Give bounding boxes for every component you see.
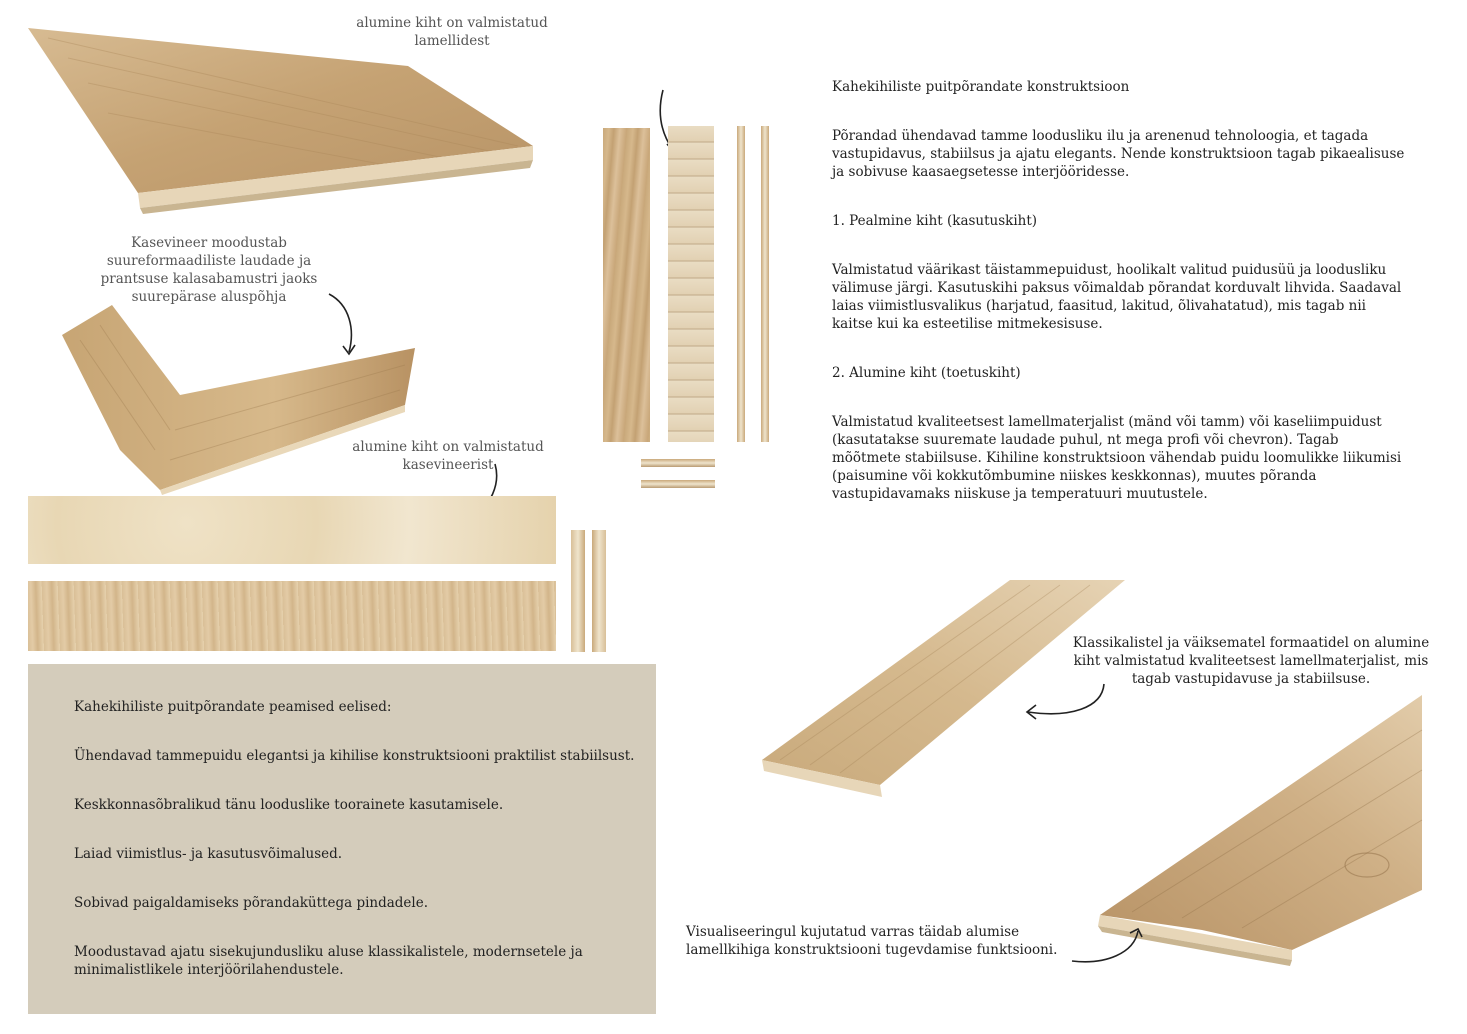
plank-edge-image <box>761 126 769 442</box>
caption-lamella: alumine kiht on valmistatud lamellidest <box>356 15 548 49</box>
benefit-item: Moodustavad ajatu sisekujundusliku aluse klassikalistele, modernsetele ja minimalistlikele interjöörilahendustele. <box>74 944 583 978</box>
benefit-item: Laiad viimistlus- ja kasutusvõimalused. <box>74 846 343 862</box>
board-profile-image <box>592 530 606 652</box>
caption-visualization: Visualiseeringul kujutatud varras täidab alumise lamellkihiga konstruktsiooni tugevdamise funktsiooni. <box>686 924 1058 958</box>
caption-classic-formats: Klassikalistel ja väiksematel formaatidel on alumine kiht valmistatud kvaliteetsest lamellmaterjalist, mis tagab vastupidavuse ja stabiilsuse. <box>1072 635 1430 687</box>
section2-text: Valmistatud kvaliteetsest lamellmaterjalist (mänd või tamm) või kaseliimpuidust (kasutatakse suuremate laudade puhul, nt mega profi või chevron). Tagab mõõtmete stabiilsuse. Kihiline konstruktsioon vähendab puidu loomulikke liikumisi (paisumine või kokkutõmbumine niiskes keskkonnas), muutes põranda vastupidavamaks niiskuse ja temperatuuri muutustele. <box>832 414 1402 502</box>
article-intro: Põrandad ühendavad tamme loodusliku ilu ja arenenud tehnoloogia, et tagada vastupidavus, stabiilsus ja ajatu elegants. Nende konstruktsioon tagab pikaealisuse ja sobivuse kaasaegsetesse interjööridesse. <box>832 128 1405 180</box>
caption-birch-veneer: Kasevineer moodustab suureformaadiliste laudade ja prantsuse kalasabamustri jaoks suurepärase aluspõhja <box>100 235 318 305</box>
article-title: Kahekihiliste puitpõrandate konstruktsioon <box>832 79 1130 95</box>
board-profile-image <box>571 530 585 652</box>
lamella-core-image <box>668 126 714 442</box>
caption-birch-layer: alumine kiht on valmistatud kasevineerist <box>352 439 544 473</box>
plank-section-image <box>641 480 715 488</box>
birch-board-image <box>28 496 556 564</box>
vertical-plank-image <box>603 128 650 442</box>
plank-edge-image <box>737 126 745 442</box>
arrow-icon <box>1066 925 1146 970</box>
plank-lamella-image <box>28 28 538 218</box>
benefit-item: Sobivad paigaldamiseks põrandaküttega pindadele. <box>74 895 429 911</box>
benefits-panel <box>28 664 656 1014</box>
plank-section-image <box>641 459 715 467</box>
article <box>832 78 1407 503</box>
section2-heading: 2. Alumine kiht (toetuskiht) <box>832 365 1021 381</box>
section1-text: Valmistatud väärikast täistammepuidust, hoolikalt valitud puidusüü ja loodusliku välimuse järgi. Kasutuskihi paksus võimaldab põrandat korduvalt lihvida. Saadaval laias viimistlusvalikus (harjatud, faasitud, lakitud, õlivahatatud), mis tagab nii kaitse kui ka esteetilise mitmekesisuse. <box>832 262 1402 332</box>
section1-heading: 1. Pealmine kiht (kasutuskiht) <box>832 213 1038 229</box>
benefit-item: Ühendavad tammepuidu elegantsi ja kihilise konstruktsiooni praktilist stabiilsust. <box>74 748 635 764</box>
benefit-item: Keskkonnasõbralikud tänu looduslike toorainete kasutamisele. <box>74 797 504 813</box>
benefits-title: Kahekihiliste puitpõrandate peamised eelised: <box>74 699 392 715</box>
oak-board-image <box>28 581 556 651</box>
